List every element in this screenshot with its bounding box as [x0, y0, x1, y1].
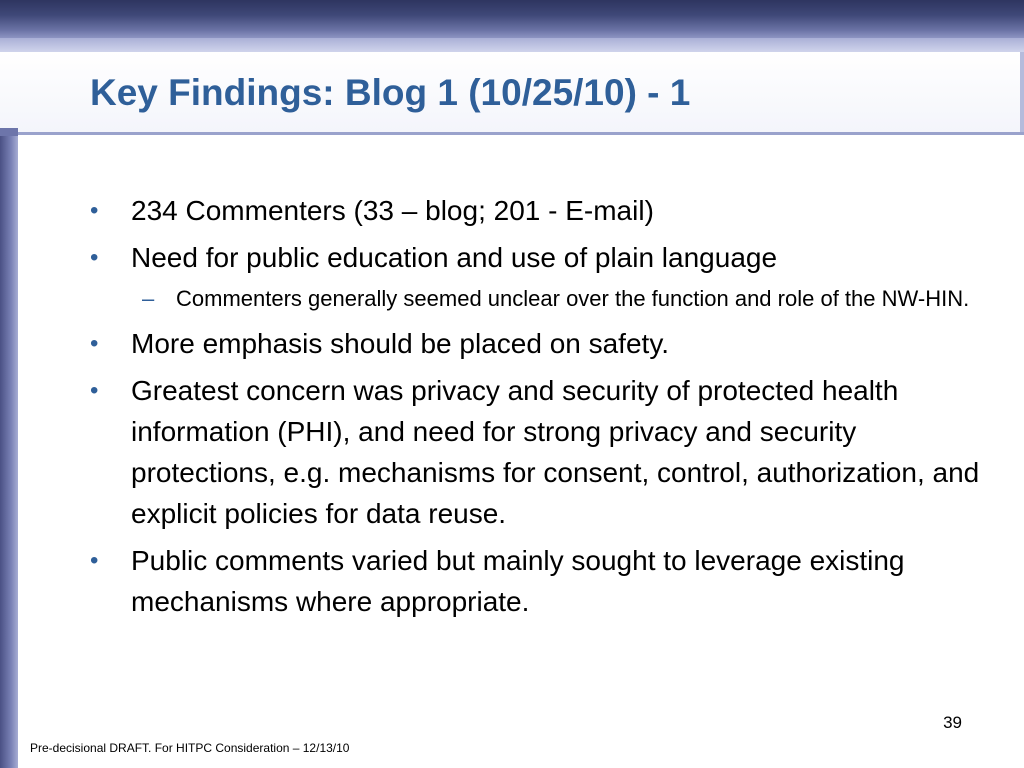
bullet-marker: • [90, 197, 99, 224]
bullet-item [90, 190, 980, 231]
footer-note: Pre-decisional DRAFT. For HITPC Consideration – 12/13/10 [30, 741, 350, 755]
sub-bullet-marker: – [142, 286, 155, 311]
header-band [0, 0, 1024, 38]
bullet-text: Greatest concern was privacy and security of protected health information (PHI), and need for strong privacy and security protections, e.g. mechanisms for consent, control, authorization, and explicit policies for data reuse. [131, 375, 980, 529]
bullet-item [90, 323, 980, 364]
bullet-item [90, 237, 980, 278]
bullet-marker: • [90, 330, 99, 357]
bullet-marker: • [90, 377, 99, 404]
sub-bullet-item [90, 282, 980, 315]
bullet-text: More emphasis should be placed on safety. [131, 328, 670, 359]
header-band-light [0, 38, 1024, 52]
page-number: 39 [943, 713, 962, 732]
bullet-marker: • [90, 547, 99, 574]
bullet-item [90, 540, 980, 622]
sub-bullet-text: Commenters generally seemed unclear over the function and role of the NW-HIN. [176, 286, 970, 311]
left-rail [0, 136, 18, 768]
bullet-text: Need for public education and use of plain language [131, 242, 778, 273]
bullet-text: Public comments varied but mainly sought to leverage existing mechanisms where appropriate. [131, 545, 905, 617]
bullet-list [90, 190, 980, 628]
bullet-item [90, 370, 980, 534]
bullet-text: 234 Commenters (33 – blog; 201 - E-mail) [131, 195, 654, 226]
slide-title: Key Findings: Blog 1 (10/25/10) - 1 [90, 72, 691, 113]
right-rail [1020, 52, 1024, 132]
bullet-marker: • [90, 244, 99, 271]
